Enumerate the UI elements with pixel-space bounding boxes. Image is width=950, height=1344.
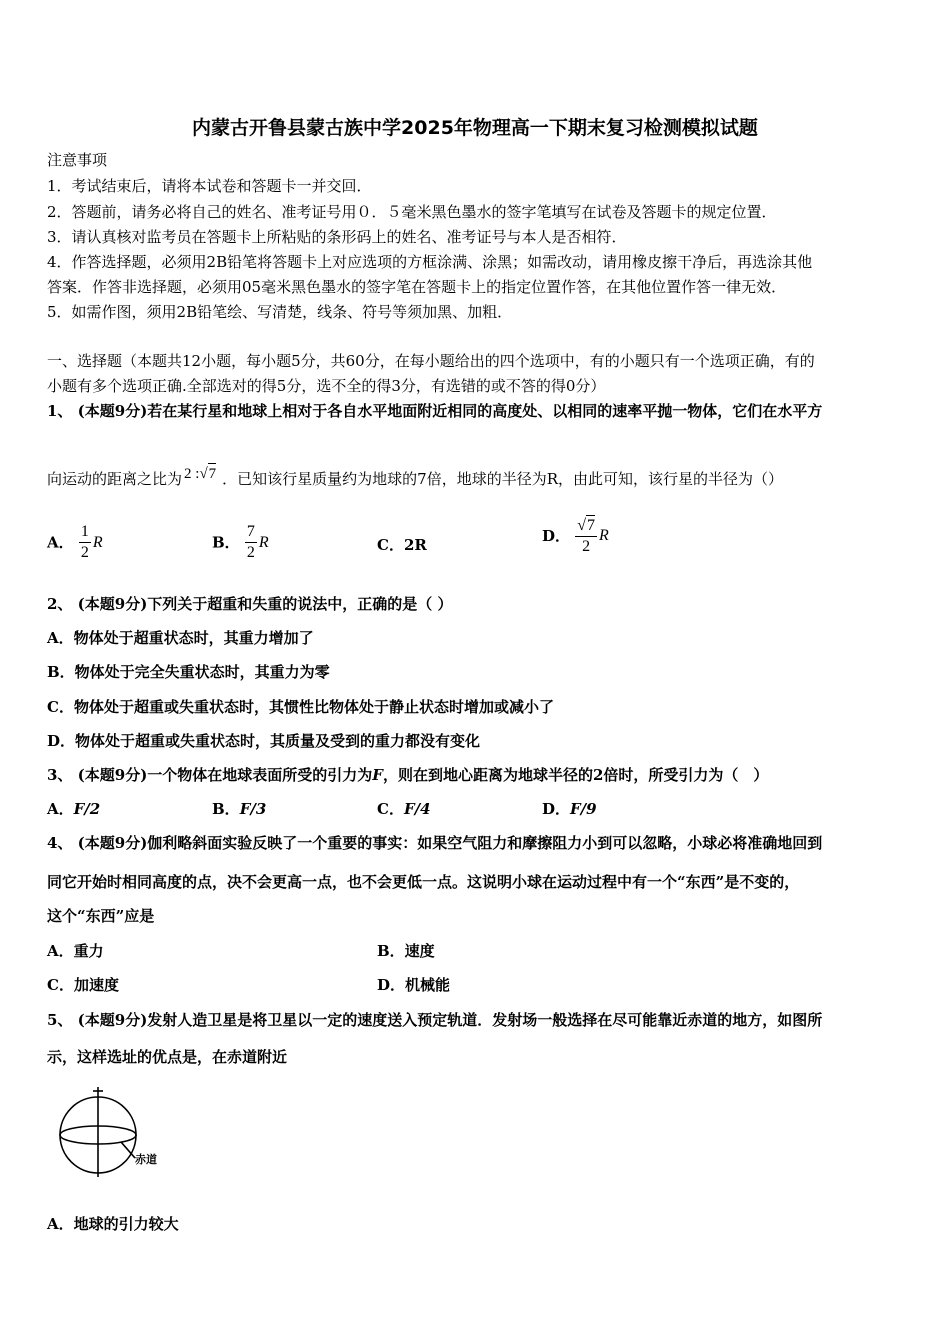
radius-symbol: R — [599, 527, 609, 544]
ratio-left: 2 : — [184, 466, 200, 482]
denominator: 2 — [575, 536, 597, 557]
q3-text-b: ，则在到地心距离为地球半径的2倍时，所受引力为（ ） — [382, 766, 769, 784]
ratio-root: 7 — [208, 463, 217, 484]
question-4-stem-cont: 这个“东西”应是 — [47, 907, 155, 925]
option-value: F/4 — [403, 800, 431, 818]
question-4-stem-cont: 同它开始时相同高度的点，决不会更高一点，也不会更低一点。这说明小球在运动过程中有一个“东西”是不变的， — [47, 873, 800, 891]
fraction — [245, 522, 257, 563]
option-label: D． — [542, 800, 571, 818]
q1-option-a — [47, 522, 103, 563]
numerator: 7 — [246, 523, 255, 540]
option-label: B． — [212, 800, 240, 818]
q3-option-a — [47, 799, 100, 819]
q2-option-c: C．物体处于超重或失重状态时，其惯性比物体处于静止状态时增加或减小了 — [47, 698, 554, 716]
globe-equator-figure — [55, 1085, 175, 1180]
denominator: 2 — [80, 544, 89, 561]
q3-option-b — [212, 799, 266, 819]
page-title: 内蒙古开鲁县蒙古族中学2025年物理高一下期末复习检测模拟试题 — [192, 117, 758, 139]
question-4-stem: 4、 (本题9分)伽利略斜面实验反映了一个重要的事实：如果空气阻力和摩擦阻力小到可以忽略，小球必将准确地回到 — [47, 834, 823, 852]
section-heading: 一、选择题（本题共12小题，每小题5分，共60分，在每小题给出的四个选项中，有的小题只有一个选项正确，有的 — [47, 352, 815, 370]
option-label: A． — [47, 800, 74, 818]
q3-text-a: 3、 (本题9分)一个物体在地球表面所受的引力为 — [47, 766, 373, 784]
q4-option-c: C．加速度 — [47, 976, 119, 994]
question-5-stem: 5、 (本题9分)发射人造卫星是将卫星以一定的速度送入预定轨道．发射场一般选择在尽可能靠近赤道的地方，如图所 — [47, 1011, 823, 1029]
denominator: 2 — [246, 544, 255, 561]
ratio-expression: 2 :√7 — [184, 463, 216, 484]
q1-text-b: ．已知该行星质量约为地球的7倍，地球的半径为R，由此可知，该行星的半径为（） — [222, 470, 784, 488]
q2-option-d: D．物体处于超重或失重状态时，其质量及受到的重力都没有变化 — [47, 732, 481, 750]
option-label: C． — [377, 800, 404, 818]
force-symbol: F — [372, 766, 383, 784]
q1-option-d — [542, 515, 609, 557]
fraction — [575, 515, 597, 557]
question-1-stem-cont — [47, 463, 783, 489]
notice-item: 5．如需作图，须用2B铅笔绘、写清楚，线条、符号等须加黑、加粗． — [47, 303, 513, 321]
question-2-stem: 2、 (本题9分)下列关于超重和失重的说法中，正确的是（ ） — [47, 595, 453, 613]
option-value: F/3 — [239, 800, 267, 818]
q4-option-a: A．重力 — [47, 942, 104, 960]
q5-option-a: A．地球的引力较大 — [47, 1215, 179, 1233]
numerator: 1 — [80, 523, 89, 540]
notice-item: 1．考试结束后，请将本试卷和答题卡一并交回． — [47, 177, 372, 195]
option-label: D． — [542, 527, 571, 545]
notice-item: 2．答题前，请务必将自己的姓名、准考证号用０．５毫米黑色墨水的签字笔填写在试卷及答题卡的规定位置． — [47, 203, 777, 221]
question-1-stem: 1、 (本题9分)若在某行星和地球上相对于各自水平地面附近相同的高度处、以相同的速率平抛一物体，它们在水平方 — [47, 402, 823, 420]
question-3-stem — [47, 765, 768, 785]
radius-symbol: R — [92, 533, 103, 551]
notice-heading: 注意事项 — [47, 151, 108, 169]
equator-label: 赤道 — [135, 1153, 157, 1166]
q2-option-a: A．物体处于超重状态时，其重力增加了 — [47, 629, 314, 647]
q4-option-b: B．速度 — [377, 942, 435, 960]
q2-option-b: B．物体处于完全失重状态时，其重力为零 — [47, 663, 330, 681]
q4-option-d: D．机械能 — [377, 976, 451, 994]
numerator: √7 — [577, 517, 596, 534]
notice-item: 答案．作答非选择题，必须用05毫米黑色墨水的签字笔在答题卡上的指定位置作答，在其他位置作答一律无效． — [47, 278, 787, 296]
q3-option-c — [377, 799, 431, 819]
root-value: 7 — [587, 517, 596, 534]
option-value: F/2 — [73, 800, 101, 818]
fraction — [79, 522, 91, 563]
q1-option-b — [212, 522, 269, 563]
option-value: F/9 — [570, 800, 597, 818]
q3-option-d — [542, 799, 597, 819]
question-5-stem-cont: 示，这样选址的优点是，在赤道附近 — [47, 1048, 288, 1066]
section-heading-cont: 小题有多个选项正确.全部选对的得5分，选不全的得3分，有选错的或不答的得0分） — [47, 377, 606, 395]
q1-text-a: 向运动的距离之比为 — [47, 470, 183, 488]
q1-option-c: C．2R — [377, 536, 427, 554]
option-label: A． — [47, 533, 74, 552]
notice-item: 4．作答选择题，必须用2B铅笔将答题卡上对应选项的方框涂满、涂黑；如需改动，请用橡皮擦干净后，再选涂其他 — [47, 253, 813, 271]
notice-item: 3．请认真核对监考员在答题卡上所粘贴的条形码上的姓名、准考证号与本人是否相符． — [47, 228, 627, 246]
radius-symbol: R — [258, 533, 269, 551]
option-label: B． — [212, 533, 240, 552]
